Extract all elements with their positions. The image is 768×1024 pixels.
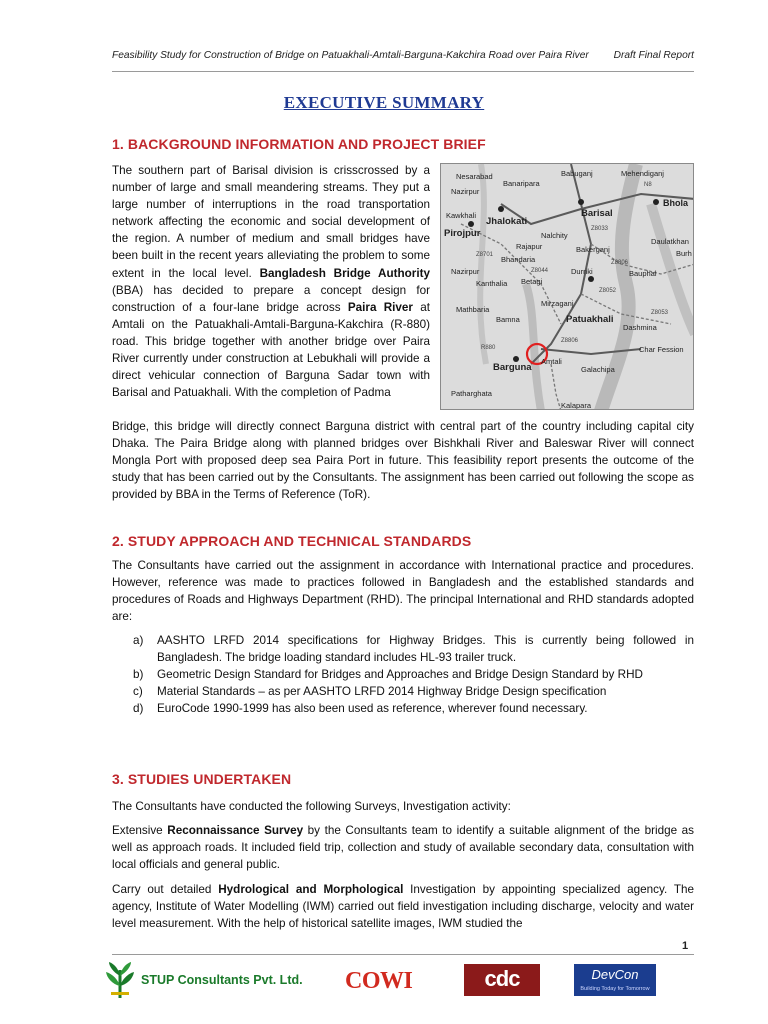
svg-text:Jhalokati: Jhalokati [486,216,528,227]
header-report-type: Draft Final Report [613,50,694,61]
standards-list [112,632,694,717]
list-item: d) EuroCode 1990-1999 has also been used as reference, wherever found necessary. [133,702,588,716]
header-title: Feasibility Study for Construction of Bridge on Patuakhali-Amtali-Barguna-Kakchira Road over Paira River [112,50,589,61]
svg-text:Z8033: Z8033 [591,226,609,232]
svg-text:Z8701: Z8701 [476,252,494,258]
svg-text:Bamna: Bamna [496,315,520,324]
svg-text:Banaripara: Banaripara [503,179,540,188]
section-2-paragraph: The Consultants have carried out the assignment in accordance with International practice and procedures. However, reference was made to practices followed in Bangladesh and the established standards and procedures of Roads and Highways Department (RHD). The principal International and RHD standards adopted are: [112,559,694,624]
svg-text:Burh: Burh [676,249,692,258]
svg-text:Bhola: Bhola [663,198,689,208]
svg-text:Kawkhali: Kawkhali [446,211,477,220]
section-1-paragraph-bottom: Bridge, this bridge will directly connect Barguna district with central part of the country including capital city Dhaka. The Paira Bridge along with planned bridges over Bishkhali River and Baleswar River will connect Mongla Port with proposed deep sea Paira Port in future. This feasibility report presents the outcome of the study that has been carried out by the Consultants. The assignment has been carried out following the scope as provided by BBA in the Terms of Reference (ToR). [112,420,694,502]
section-3-heading: 3. STUDIES UNDERTAKEN [112,771,292,787]
svg-text:Z8806: Z8806 [611,260,629,266]
footer-logos [105,962,705,1002]
svg-text:Barguna: Barguna [493,362,532,373]
page-number: 1 [682,940,689,952]
svg-text:Z8053: Z8053 [651,310,669,316]
svg-text:Amtali: Amtali [541,357,562,366]
devcon-logo: DevCon Building Today for Tomorrow [574,964,656,996]
cowi-logo: COWI [345,968,413,994]
svg-text:Daulatkhan: Daulatkhan [651,237,689,246]
section-3-reconnaissance: Extensive Reconnaissance Survey by the Consultants team to identify a suitable alignment of the bridge as well as approach roads. It included field trip, collection and study of available secondary data, consultation with local officials and general public. [112,824,694,872]
section-3-hydrology: Carry out detailed Hydrological and Morphological Investigation by appointing specialized agency. The agency, Institute of Water Modelling (IWM) carried out field investigation including discharge, velocity and water level measurement. With the help of historical satellite images, IWM studied the [112,883,694,931]
svg-text:Z8044: Z8044 [531,268,549,274]
section-2-heading: 2. STUDY APPROACH AND TECHNICAL STANDARDS [112,533,472,549]
location-map [440,163,694,410]
footer-divider [112,954,694,955]
svg-text:Z8806: Z8806 [561,338,579,344]
svg-text:Bhandaria: Bhandaria [501,255,536,264]
svg-text:Kanthalia: Kanthalia [476,279,508,288]
svg-text:Babuganj: Babuganj [561,169,593,178]
svg-text:Bakerganj: Bakerganj [576,245,610,254]
svg-text:Patuakhali: Patuakhali [566,314,614,325]
svg-text:Bauphal: Bauphal [629,269,657,278]
stup-plant-icon [105,962,135,998]
svg-text:Kalapara: Kalapara [561,401,592,410]
svg-text:Patharghata: Patharghata [451,389,492,398]
list-item: c) Material Standards – as per AASHTO LRFD 2014 Highway Bridge Design specification [133,685,607,699]
list-item: a) AASHTO LRFD 2014 specifications for Highway Bridges. This is currently being followed in Bangladesh. The bridge loading standard includes HL-93 trailer truck. [133,634,694,665]
location-map-graphic [441,164,694,410]
svg-text:R880: R880 [481,345,496,351]
svg-text:Nazirpur: Nazirpur [451,267,480,276]
svg-text:Mathbaria: Mathbaria [456,305,490,314]
svg-text:Nazirpur: Nazirpur [451,187,480,196]
svg-text:N8: N8 [644,182,652,188]
svg-text:Mehendiganj: Mehendiganj [621,169,664,178]
svg-text:Char Fession: Char Fession [639,345,684,354]
section-3-intro: The Consultants have conducted the following Surveys, Investigation activity: [112,800,511,813]
stup-logo [105,962,303,998]
section-1-heading: 1. BACKGROUND INFORMATION AND PROJECT BRIEF [112,136,486,152]
cdc-logo: cdc [464,964,540,996]
svg-text:Nesarabad: Nesarabad [456,172,493,181]
svg-text:Z8052: Z8052 [599,288,617,294]
stup-name: STUP Consultants Pvt. Ltd. [141,973,303,987]
svg-text:Durnki: Durnki [571,267,593,276]
svg-text:Galachipa: Galachipa [581,365,615,374]
svg-text:Betagi: Betagi [521,277,543,286]
svg-text:Rajapur: Rajapur [516,242,543,251]
page-title: EXECUTIVE SUMMARY [283,93,485,112]
page-header [112,50,694,72]
section-1-paragraph-top: The southern part of Barisal division is crisscrossed by a number of large and small meandering streams. They put a large number of interruptions in the road transportation network affecting the economic and social development of the region. A number of medium and small bridges have been built in the recent years alleviating the problem to some extent in the local level. Bangladesh Bridge Authority (BBA) has decided to prepare a concept design for construction of a four-lane bridge across Paira River at Amtali on the Patuakhali-Amtali-Barguna-Kakchira (R-880) road. This bridge together with another bridge over Paira River currently under construction at Lebukhali will provide a direct vehicular connection of Barguna Sadar town with Barisal and Patuakhali. With the completion of Padma [112,164,430,400]
svg-text:Barisal: Barisal [581,208,613,219]
svg-text:Nalchity: Nalchity [541,231,568,240]
svg-text:Mirzaganj: Mirzaganj [541,299,574,308]
list-item: b) Geometric Design Standard for Bridges and Approaches and Bridge Design Standard by RHD [133,668,643,682]
svg-text:Dashmina: Dashmina [623,323,657,332]
svg-text:Pirojpur: Pirojpur [444,228,481,239]
